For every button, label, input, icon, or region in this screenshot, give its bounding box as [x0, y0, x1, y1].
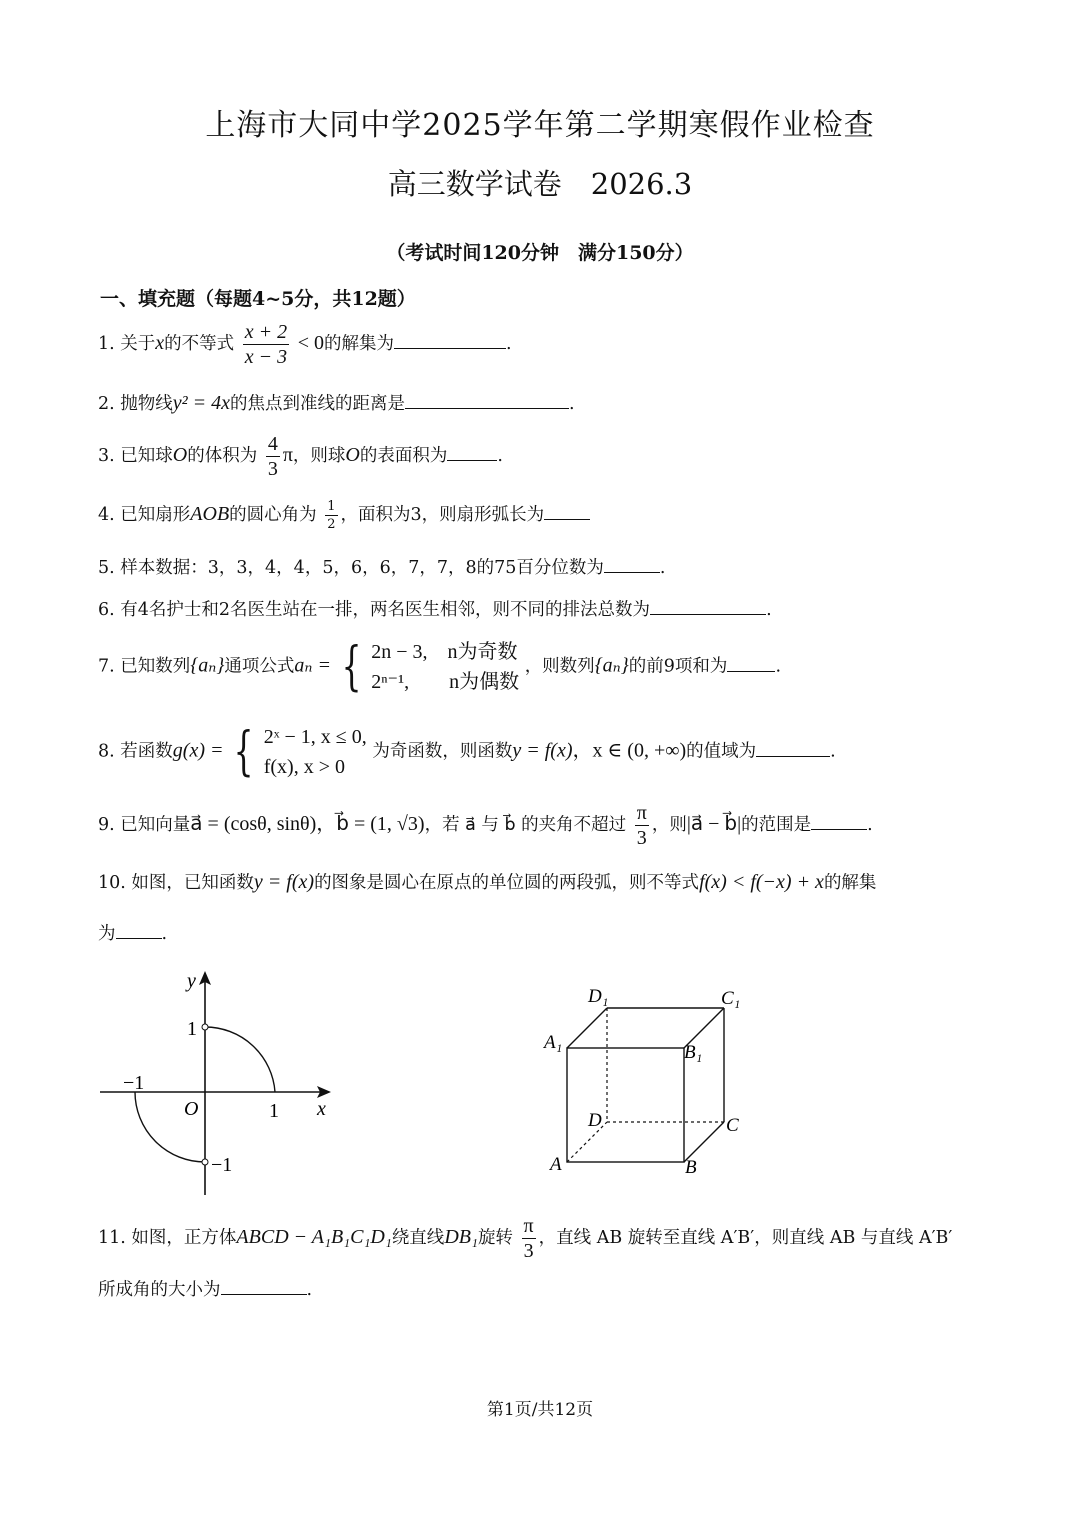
question-1: 1. 关于x的不等式 $\frac{x + 2}{x - 3}$ < 0的解集为 . [98, 321, 512, 368]
exam-title: 上海市大同中学2025学年第二学期寒假作业检查 [205, 108, 875, 143]
answer-blank[interactable] [447, 444, 497, 461]
question-3: 3. 已知球O的体积为 $\frac{4}{3}$ π，则球O的表面积为 . [98, 433, 503, 480]
page-footer: 第1页/共12页 [486, 1400, 594, 1420]
graph-figure [95, 965, 345, 1200]
question-11-line2: 所成角的大小为 . [98, 1280, 313, 1300]
tick-label: −1 [123, 1072, 145, 1094]
cube-figure [540, 980, 760, 1180]
vertex-label: B₁ [684, 1042, 703, 1063]
question-7: 7. 已知数列{aₙ}通项公式aₙ = { 2n − 3, n为奇数 2ⁿ⁻¹, n为偶数 ，则数列{aₙ}的前9项和为 . [98, 637, 782, 697]
exam-subtitle: 高三数学试卷 2026.3 [387, 167, 693, 201]
vertex-label: B [685, 1157, 697, 1178]
left-brace: { [341, 637, 362, 697]
open-point [202, 1159, 208, 1165]
vertex-label: C [726, 1115, 739, 1136]
question-9: 9. 已知向量a⃗ = (cosθ, sinθ)，b⃗ = (1, √3)，若 a⃗ 与 b⃗ 的夹角不超过 $\frac{\pi}{3}$ ，则|a⃗ − b⃗|的范围是 . [98, 802, 873, 849]
left-brace: { [233, 722, 254, 782]
x-axis-label: x [317, 1098, 326, 1120]
answer-blank[interactable] [727, 655, 775, 672]
section-heading: 一、填充题（每题4~5分，共12题） [100, 288, 416, 310]
answer-blank[interactable] [604, 556, 660, 573]
answer-blank[interactable] [544, 503, 590, 520]
fraction: $\frac{x + 2}{x - 3}$ [244, 321, 288, 368]
tick-label: −1 [211, 1154, 233, 1176]
question-4: 4. 已知扇形AOB的圆心角为 $\frac{1}{2}$ ，面积为3，则扇形弧长为 [98, 500, 590, 531]
answer-blank[interactable] [756, 740, 830, 757]
answer-blank[interactable] [394, 332, 506, 349]
origin-label: O [184, 1098, 199, 1120]
vertex-label: A₁ [544, 1032, 563, 1053]
vertex-label: D₁ [588, 986, 609, 1007]
answer-blank[interactable] [650, 598, 766, 615]
tick-label: 1 [187, 1018, 197, 1040]
question-5: 5. 样本数据：3，3，4，4，5，6，6，7，7，8的75百分位数为 . [98, 558, 666, 578]
question-8: 8. 若函数g(x) = { 2ˣ − 1, x ≤ 0, f(x), x > 0 为奇函数，则函数y = f(x)，x ∈ (0, +∞)的值域为 . [98, 722, 836, 782]
y-axis-label: y [187, 970, 196, 992]
vertex-label: D [588, 1110, 602, 1131]
answer-blank[interactable] [221, 1278, 307, 1295]
question-2: 2. 抛物线y² = 4x的焦点到准线的距离是 . [98, 392, 575, 414]
vertex-label: A [550, 1154, 562, 1175]
open-point [202, 1024, 208, 1030]
question-11: 11. 如图，正方体ABCD − A₁B₁C₁D₁绕直线DB₁旋转 $\frac{\pi}{3}$ ，直线 AB 旋转至直线 A′B′，则直线 AB 与直线 A′B′ [98, 1215, 953, 1262]
answer-blank[interactable] [116, 922, 162, 939]
question-10: 10. 如图，已知函数y = f(x)的图象是圆心在原点的单位圆的两段弧，则不等式f(x) < f(−x) + x的解集 [98, 871, 877, 893]
answer-blank[interactable] [811, 813, 867, 830]
cube-edge [567, 1008, 607, 1048]
exam-info: （考试时间120分钟 满分150分） [386, 242, 694, 264]
arc-first-quadrant [205, 1027, 275, 1092]
tick-label: 1 [269, 1100, 279, 1122]
answer-blank[interactable] [405, 392, 569, 409]
vertex-label: C₁ [721, 988, 741, 1009]
question-6: 6. 有4名护士和2名医生站在一排，两名医生相邻，则不同的排法总数为 . [98, 600, 772, 620]
question-10-line2: 为 . [98, 924, 168, 944]
cube-edge [684, 1122, 724, 1162]
